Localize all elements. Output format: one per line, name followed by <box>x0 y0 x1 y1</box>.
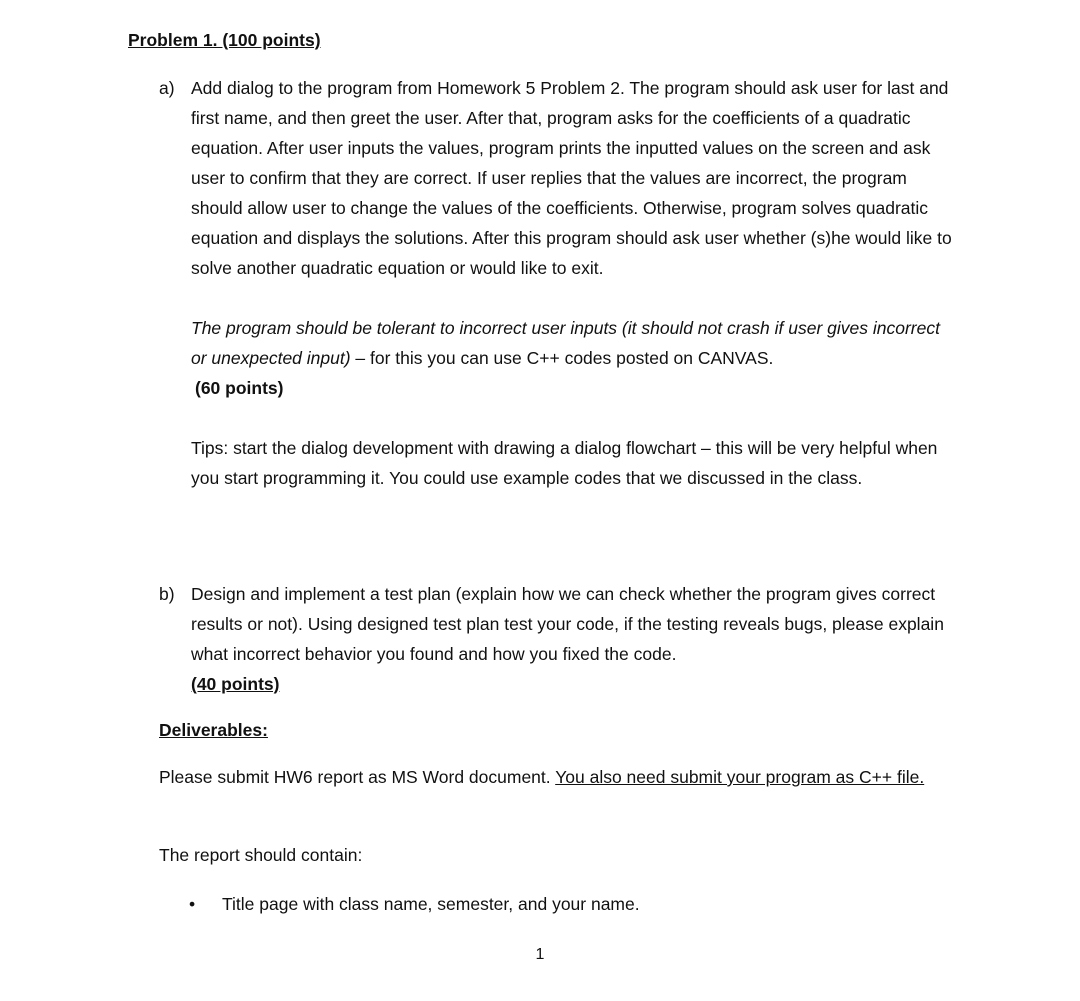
deliverables-title: Deliverables: <box>159 720 268 740</box>
part-a-tolerance-note <box>191 313 959 373</box>
part-a-description: Add dialog to the program from Homework 5 Problem 2. The program should ask user for last and first name, and then greet the user. After that, program asks for the coefficients of a quadratic equation. After user inputs the values, program prints the inputted values on the screen and ask user to confirm that they are correct. If user replies that the values are incorrect, the program should allow user to change the values of the coefficients. Otherwise, program solves quadratic equation and displays the solutions. After this program should ask user whether (s)he would like to solve another quadratic equation or would like to exit. <box>191 78 952 278</box>
submit-instructions <box>159 762 959 792</box>
submit-plain: Please submit HW6 report as MS Word document. <box>159 767 556 787</box>
part-a-tips: Tips: start the dialog development with drawing a dialog flowchart – this will be very helpful when you start programming it. You could use example codes that we discussed in the class. <box>191 438 938 488</box>
report-intro: The report should contain: <box>159 845 363 865</box>
problem-heading: Problem 1. (100 points) <box>128 30 321 50</box>
part-b <box>159 579 959 699</box>
submit-underlined: You also need submit your program as C++ file. <box>555 767 925 787</box>
part-a-points: (60 points) <box>195 378 284 398</box>
part-b-description: Design and implement a test plan (explain how we can check whether the program gives correct results or not). Using designed test plan test your code, if the testing reveals bugs, please explain what incorrect behavior you found and how you fixed the code. <box>191 584 944 664</box>
part-b-marker: b) <box>159 584 175 604</box>
list-item <box>189 889 640 919</box>
bullet-text: Title page with class name, semester, and your name. <box>222 894 640 914</box>
page-number: 1 <box>535 946 545 963</box>
part-a <box>159 73 959 493</box>
part-a-tolerance-tail: – for this you can use C++ codes posted on CANVAS. <box>350 348 774 368</box>
part-a-marker: a) <box>159 78 175 98</box>
bullet-icon: • <box>189 894 196 914</box>
part-a-tolerance-italic: The program should be tolerant to incorrect user inputs (it should not crash if user gives incorrect or unexpected input) <box>191 318 940 368</box>
part-b-points: (40 points) <box>191 674 280 694</box>
